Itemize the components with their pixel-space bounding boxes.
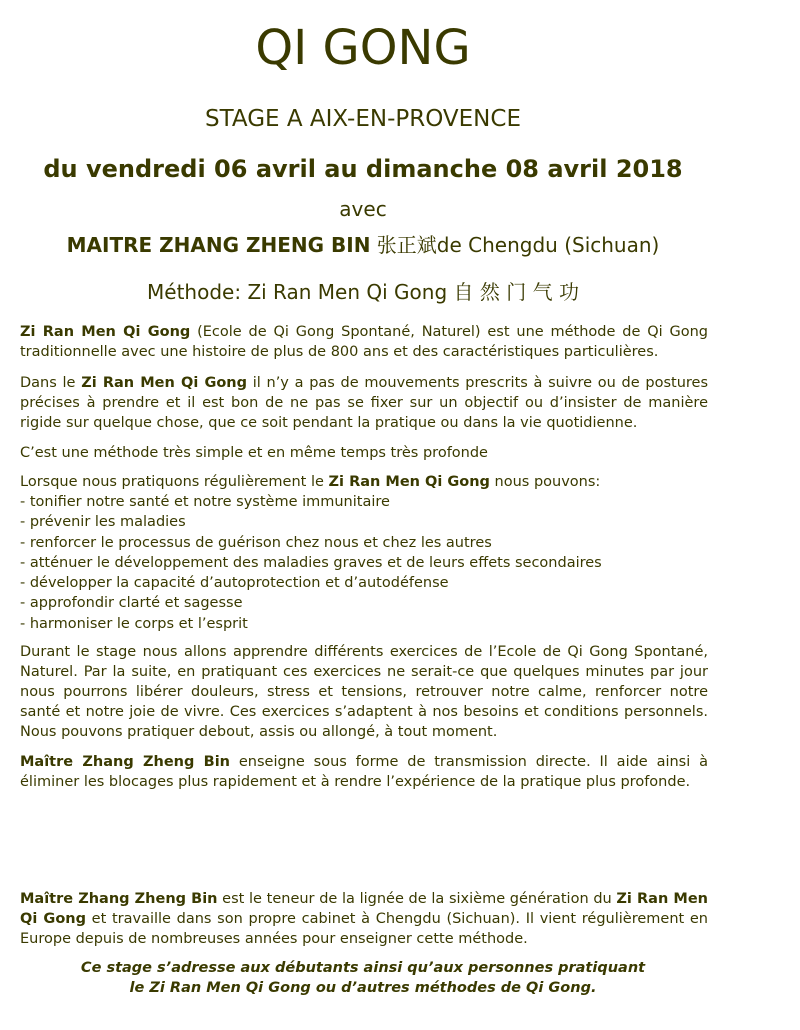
paragraph-bold: Maître Zhang Zheng Bin xyxy=(20,891,218,907)
list-item: - prévenir les maladies xyxy=(20,512,708,532)
paragraph-text: (Ecole de Qi Gong Spontané, Naturel) est une méthode de Qi Gong traditionnelle avec une histoire de plus de 800 ans et des caractéristiques particulières. xyxy=(20,324,708,360)
paragraph-bold: Maître Zhang Zheng Bin xyxy=(20,754,231,770)
list-item: - approfondir clarté et sagesse xyxy=(20,593,708,613)
master-name: MAITRE ZHANG ZHENG BIN xyxy=(66,233,371,257)
list-item: - atténuer le développement des maladies graves et de leurs effets secondaires xyxy=(20,553,708,573)
paragraph-text: nous pouvons: xyxy=(489,474,601,490)
paragraph-text: il n’y a pas de mouvements prescrits à suivre ou de postures précises à prendre et il est bon de ne pas se fixer sur un objectif ou d’insister de manière rigide sur quelque chose, que ce soit pendant la pratique ou dans la vie quotidienne. xyxy=(20,375,708,431)
closing-note xyxy=(0,958,726,998)
paragraph-bold: Zi Ran Men Qi Gong xyxy=(328,474,490,490)
list-item: - renforcer le processus de guérison chez nous et chez les autres xyxy=(20,533,708,553)
paragraph-master-bio xyxy=(20,889,708,949)
paragraph-no-prescribed-movements xyxy=(20,373,708,433)
paragraph-benefits-intro xyxy=(20,472,708,492)
master-origin: de Chengdu (Sichuan) xyxy=(436,233,660,257)
paragraph-text: Dans le xyxy=(20,375,82,391)
method-line: Méthode: Zi Ran Men Qi Gong 自 然 门 气 功 xyxy=(147,280,579,304)
event-dates: du vendredi 06 avril au dimanche 08 avril 2018 xyxy=(43,155,683,183)
master-line xyxy=(0,230,726,260)
list-item: - harmoniser le corps et l’esprit xyxy=(20,614,708,634)
paragraph-intro xyxy=(20,322,708,362)
page-title: QI GONG xyxy=(255,20,471,76)
paragraph-text: enseigne sous forme de transmission directe. Il aide ainsi à éliminer les blocages plus rapidement et à rendre l’expérience de la pratique plus profonde. xyxy=(20,754,708,790)
paragraph-text: et travaille dans son propre cabinet à Chengdu (Sichuan). Il vient régulièrement en Europe depuis de nombreuses années pour enseigner cette méthode. xyxy=(20,911,708,947)
paragraph-bold: Zi Ran Men Qi Gong xyxy=(20,891,708,927)
event-subtitle: STAGE A AIX-EN-PROVENCE xyxy=(205,106,521,132)
closing-line-2: le Zi Ran Men Qi Gong ou d’autres méthodes de Qi Gong. xyxy=(129,980,597,996)
paragraph-simple-method: C’est une méthode très simple et en même temps très profonde xyxy=(20,445,488,461)
paragraph-bold: Zi Ran Men Qi Gong xyxy=(81,375,248,391)
benefits-list xyxy=(20,492,708,634)
list-item: - tonifier notre santé et notre système immunitaire xyxy=(20,492,708,512)
paragraph-text: est le teneur de la lignée de la sixième génération du xyxy=(217,891,617,907)
paragraph-stage-description: Durant le stage nous allons apprendre différents exercices de l’Ecole de Qi Gong Spontané, Naturel. Par la suite, en pratiquant ces exercices ne serait-ce que quelques minutes par jour nous pourrons libérer douleurs, stress et tensions, retrouver notre calme, renforcer notre santé et notre joie de vivre. Ces exercices s’adaptent à nos besoins et conditions personnels. Nous pouvons pratiquer debout, assis ou allongé, à tout moment. xyxy=(20,644,708,740)
paragraph-bold: Zi Ran Men Qi Gong xyxy=(20,324,191,340)
master-chinese-name: 张正斌 xyxy=(376,233,437,257)
list-item: - développer la capacité d’autoprotection et d’autodéfense xyxy=(20,573,708,593)
paragraph-transmission xyxy=(20,752,708,792)
closing-line-1: Ce stage s’adresse aux débutants ainsi qu’aux personnes pratiquant xyxy=(80,960,646,976)
paragraph-text: Lorsque nous pratiquons régulièrement le xyxy=(20,474,329,490)
with-label: avec xyxy=(339,197,387,221)
